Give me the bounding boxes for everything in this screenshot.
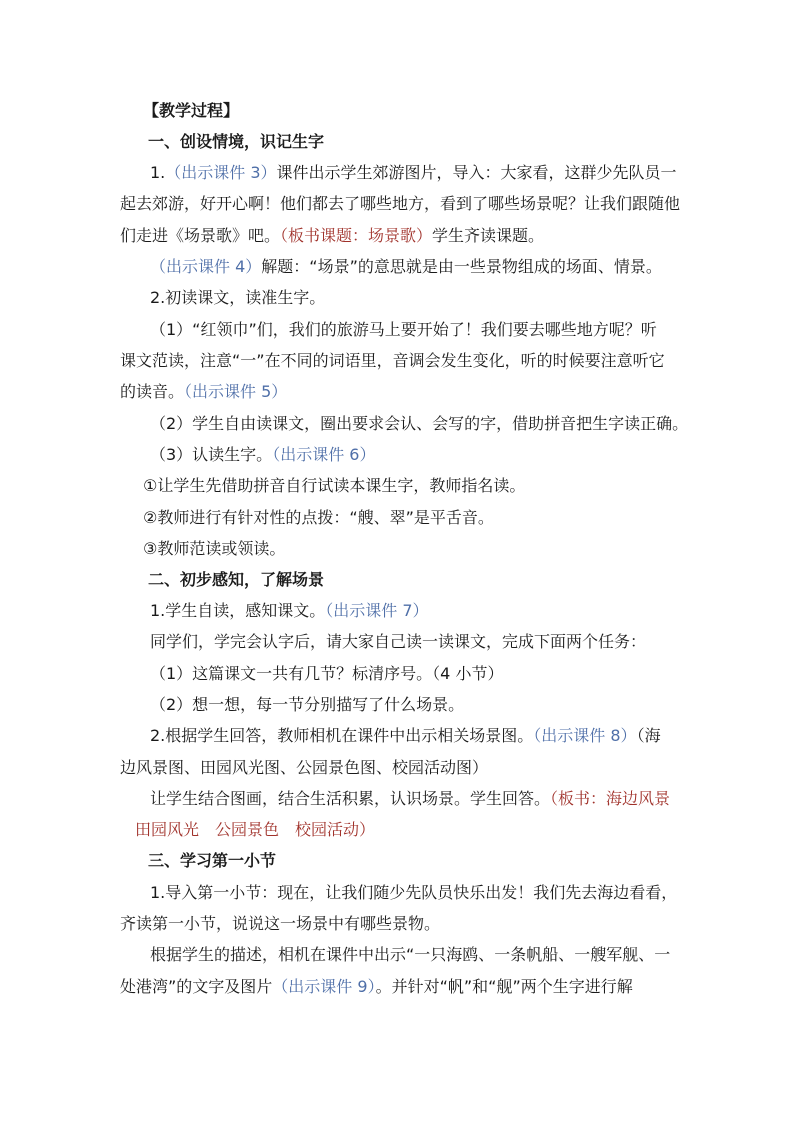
s3-p2-line1 xyxy=(150,943,710,967)
text: 们走进《场景歌》吧。 xyxy=(120,226,281,245)
text: 2.根据学生回答，教师相机在课件中出示相关场景图。 xyxy=(150,726,534,745)
text: 同学们，学完会认字后，请大家自己读一读课文，完成下面两个任务： xyxy=(150,632,647,651)
text: 让学生结合图画，结合生活积累，认识场景。学生回答。 xyxy=(150,789,551,808)
text: （1）这篇课文一共有几节？标清序号。（4 小节） xyxy=(150,664,504,683)
text: 的读音。 xyxy=(120,382,185,401)
s1-p3 xyxy=(150,286,710,310)
s2-p5-line2 xyxy=(120,756,680,780)
s1-p6 xyxy=(150,443,710,467)
text: ③教师范读或领读。 xyxy=(143,539,286,558)
text: ①让学生先借助拼音自行试读本课生字，教师指名读。 xyxy=(143,476,526,495)
s1-p7 xyxy=(143,474,703,498)
s3-p1-line1 xyxy=(150,881,710,905)
text: （3）认读生字。 xyxy=(150,445,273,464)
s3-p2-line2 xyxy=(120,975,680,999)
s1-p4-line1 xyxy=(150,318,710,342)
s2-p3 xyxy=(150,662,710,686)
text: 起去郊游，好开心啊！他们都去了哪些地方，看到了哪些场景呢？让我们跟随他 xyxy=(120,194,681,213)
s1-p1-line3 xyxy=(120,224,680,248)
text: 根据学生的描述，相机在课件中出示“一只海鸥、一条帆船、一艘军舰、一 xyxy=(150,945,671,964)
s2-p4 xyxy=(150,693,710,717)
s1-p9 xyxy=(143,537,703,561)
text: 齐读第一小节，说说这一场景中有哪些景物。 xyxy=(120,914,441,933)
s1-p4-line2 xyxy=(120,349,680,373)
board-note: （板书：海边风景 xyxy=(550,789,671,808)
s2-p1 xyxy=(150,599,710,623)
board-note: 田园风光 公园景色 校园活动） xyxy=(135,820,376,839)
text: 1. xyxy=(150,163,166,182)
text: 1.学生自读，感知课文。 xyxy=(150,601,326,620)
text: （2）学生自由读课文，圈出要求会认、会写的字，借助拼音把生字读正确。 xyxy=(150,414,689,433)
s2-p6-line2 xyxy=(135,818,695,842)
text: 边风景图、田园风光图、公园景色图、校园活动图） xyxy=(120,758,489,777)
text: 课文范读，注意“一”在不同的词语里，音调会发生变化，听的时候要注意听它 xyxy=(120,351,665,370)
s1-p5 xyxy=(150,412,710,436)
section1-heading xyxy=(148,130,708,154)
text: ②教师进行有针对性的点拨：“艘、翠”是平舌音。 xyxy=(143,508,494,527)
text: （海 xyxy=(636,726,661,745)
board-note: （板书课题：场景歌） xyxy=(280,226,433,245)
section3-heading-text: 三、学习第一小节 xyxy=(148,851,277,870)
process-heading-text: 【教学过程】 xyxy=(143,101,240,120)
s1-p8 xyxy=(143,506,703,530)
text: 学生齐读课题。 xyxy=(432,226,545,245)
text: （2）想一想，每一节分别描写了什么场景。 xyxy=(150,695,465,714)
section2-heading xyxy=(148,568,708,592)
section1-heading-text: 一、创设情境，识记生字 xyxy=(148,132,325,151)
s1-p1-line1 xyxy=(150,161,710,185)
courseware-ref: （出示课件 7） xyxy=(325,601,429,620)
s2-p5-line1 xyxy=(150,724,690,748)
s1-p2 xyxy=(150,255,710,279)
courseware-ref: （出示课件 8） xyxy=(533,726,637,745)
text: 课件出示学生郊游图片，导入：大家看，这群少先队员一 xyxy=(276,163,677,182)
s3-p1-line2 xyxy=(120,912,680,936)
text: 。并针对“帆”和“舰”两个生字进行解 xyxy=(375,977,633,996)
s2-p6-line1 xyxy=(150,787,710,811)
text: 解题：“场景”的意思就是由一些景物组成的场面、情景。 xyxy=(261,257,662,276)
s1-p4-line3 xyxy=(120,380,680,404)
text: 1.导入第一小节：现在，让我们随少先队员快乐出发！我们先去海边看看， xyxy=(150,883,678,902)
text: 2.初读课文，读准生字。 xyxy=(150,288,326,307)
section2-heading-text: 二、初步感知，了解场景 xyxy=(148,570,325,589)
section3-heading xyxy=(148,849,708,873)
courseware-ref: （出示课件 5） xyxy=(184,382,288,401)
courseware-ref: （出示课件 3） xyxy=(165,163,277,182)
text: 处港湾”的文字及图片 xyxy=(120,977,273,996)
courseware-ref: （出示课件 9） xyxy=(272,977,376,996)
courseware-ref: （出示课件 6） xyxy=(272,445,376,464)
s1-p1-line2 xyxy=(120,192,680,216)
text: （1）“红领巾”们，我们的旅游马上要开始了！我们要去哪些地方呢？听 xyxy=(150,320,657,339)
process-heading xyxy=(143,99,703,123)
courseware-ref: （出示课件 4） xyxy=(150,257,262,276)
s2-p2 xyxy=(150,630,710,654)
